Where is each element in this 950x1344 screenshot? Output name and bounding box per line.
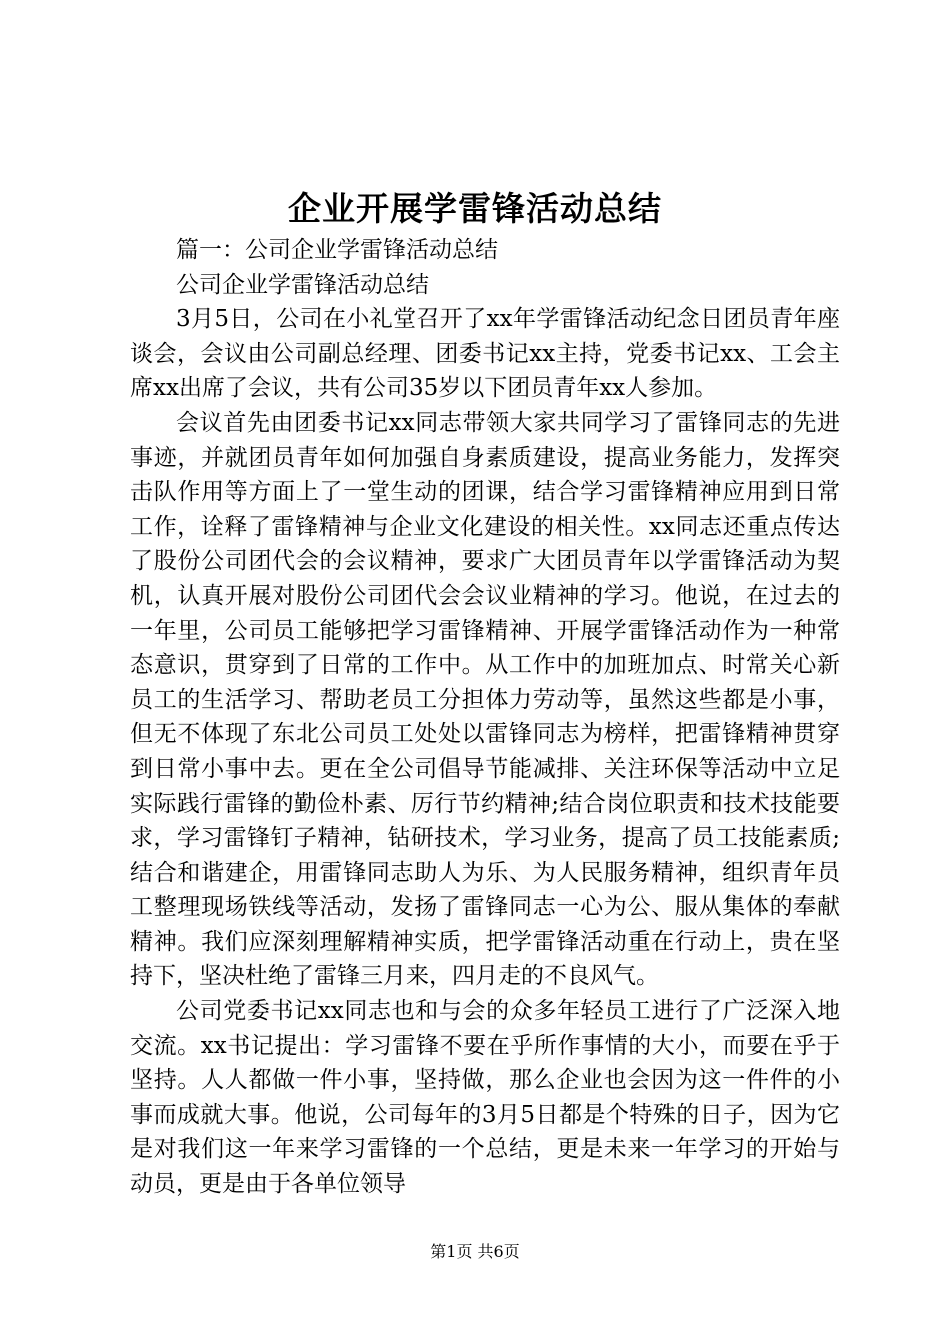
paragraph-meeting-content: 会议首先由团委书记xx同志带领大家共同学习了雷锋同志的先进事迹，并就团员青年如何加强自身素质建设，提高业务能力，发挥突击队作用等方面上了一堂生动的团课，结合学习雷锋精神应用到日常工作，诠释了雷锋精神与企业文化建设的相关性。xx同志还重点传达了股份公司团代会的会议精神，要求广大团员青年以学雷锋活动为契机，认真开展对股份公司团代会会议业精神的学习。他说，在过去的一年里，公司员工能够把学习雷锋精神、开展学雷锋活动作为一种常态意识，贯穿到了日常的工作中。从工作中的加班加点、时常关心新员工的生活学习、帮助老员工分担体力劳动等，虽然这些都是小事，但无不体现了东北公司员工处处以雷锋同志为榜样，把雷锋精神贯穿到日常小事中去。更在全公司倡导节能减排、关注环保等活动中立足实际践行雷锋的勤俭朴素、厉行节约精神;结合岗位职责和技术技能要求，学习雷锋钉子精神，钻研技术，学习业务，提高了员工技能素质;结合和谐建企，用雷锋同志助人为乐、为人民服务精神，组织青年员工整理现场铁线等活动，发扬了雷锋同志一心为公、服从集体的奉献精神。我们应深刻理解精神实质，把学雷锋活动重在行动上，贵在坚持下，坚决杜绝了雷锋三月来，四月走的不良风气。: [130, 409, 840, 990]
paragraph-meeting-intro: 3月5日，公司在小礼堂召开了xx年学雷锋活动纪念日团员青年座谈会，会议由公司副总经理、团委书记xx主持，党委书记xx、工会主席xx出席了会议，共有公司35岁以下团员青年xx人参加。: [130, 306, 840, 402]
document-body: [130, 233, 840, 1202]
subtitle: 公司企业学雷锋活动总结: [176, 271, 429, 298]
document-title: 企业开展学雷锋活动总结: [288, 189, 662, 228]
section-heading: 篇一：公司企业学雷锋活动总结: [176, 237, 498, 263]
paragraph-secretary-speech: 公司党委书记xx同志也和与会的众多年轻员工进行了广泛深入地交流。xx书记提出：学习雷锋不要在乎所作事情的大小，而要在乎于坚持。人人都做一件小事，坚持做，那么企业也会因为这一件件的小事而成就大事。他说，公司每年的3月5日都是个特殊的日子，因为它是对我们这一年来学习雷锋的一个总结，更是未来一年学习的开始与动员，更是由于各单位领导: [130, 998, 840, 1198]
page-number-footer: 第1页 共6页: [430, 1242, 520, 1261]
